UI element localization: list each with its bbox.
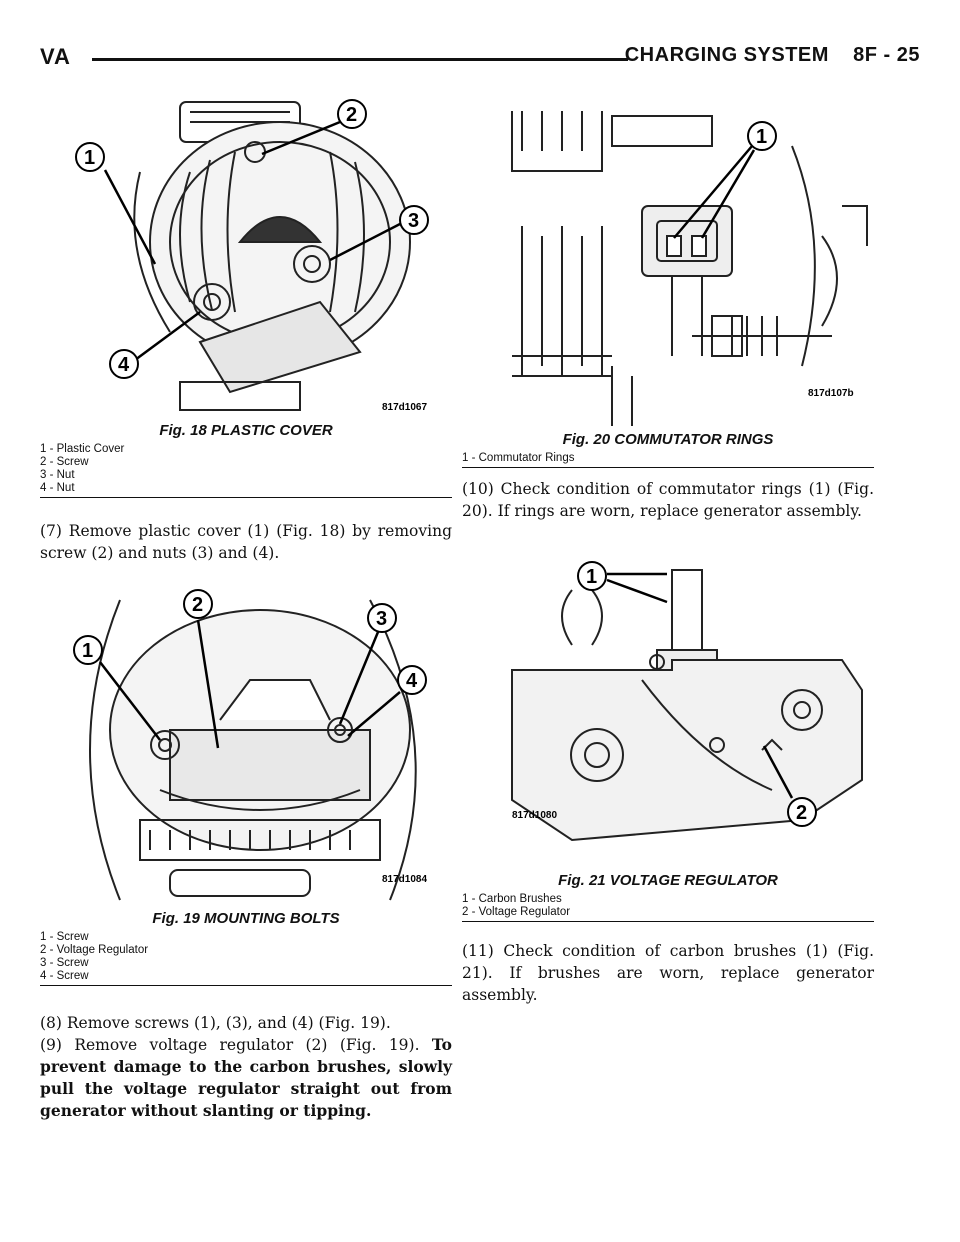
step-11-text: (11) Check condition of carbon brushes (1) (Fig. 21). If brushes are worn, replace generator assembly. <box>462 942 874 1004</box>
legend-item: 3 - Screw <box>40 957 89 969</box>
section-page-title: CHARGING SYSTEM 8F - 25 <box>624 44 920 66</box>
plastic-cover-illustration <box>40 92 452 422</box>
legend-item: 2 - Screw <box>40 456 89 468</box>
mounting-bolts-illustration <box>40 580 452 910</box>
figure-caption: Fig. 21 VOLTAGE REGULATOR <box>558 872 778 889</box>
legend-item: 4 - Screw <box>40 970 89 982</box>
callout-2: 2 <box>796 802 808 824</box>
page-header <box>40 44 920 74</box>
step-9-text <box>40 1034 452 1122</box>
figure-caption: Fig. 18 PLASTIC COVER <box>159 422 333 439</box>
legend-item: 2 - Voltage Regulator <box>462 906 571 918</box>
figure-code: 817d1084 <box>382 874 428 885</box>
callout-2: 2 <box>192 594 204 616</box>
figure-legend <box>462 893 874 922</box>
step-7-text: (7) Remove plastic cover (1) (Fig. 18) by removing screw (2) and nuts (3) and (4). <box>40 522 452 562</box>
vehicle-code: VA <box>40 44 71 69</box>
callout-1: 1 <box>84 147 96 169</box>
figure-code: 817d1080 <box>512 810 558 821</box>
legend-item: 1 - Screw <box>40 931 89 943</box>
step-8-text: (8) Remove screws (1), (3), and (4) (Fig. 19). <box>40 1014 391 1032</box>
figure-21 <box>462 550 874 922</box>
commutator-rings-illustration <box>462 106 874 431</box>
figure-caption: Fig. 19 MOUNTING BOLTS <box>152 910 340 927</box>
figure-18 <box>40 92 452 498</box>
legend-item: 4 - Nut <box>40 482 75 494</box>
callout-3: 3 <box>376 608 388 630</box>
figure-legend <box>40 931 452 986</box>
voltage-regulator-illustration <box>462 550 874 872</box>
figure-legend <box>462 452 874 468</box>
legend-item: 1 - Carbon Brushes <box>462 893 562 905</box>
legend-item: 1 - Commutator Rings <box>462 452 575 464</box>
callout-4: 4 <box>118 354 130 376</box>
figure-code: 817d1067 <box>382 402 428 413</box>
figure-caption: Fig. 20 COMMUTATOR RINGS <box>562 431 774 448</box>
figure-code: 817d107b <box>808 388 854 399</box>
callout-4: 4 <box>406 670 418 692</box>
figure-19 <box>40 580 452 986</box>
figure-20 <box>462 106 874 468</box>
callout-3: 3 <box>408 210 420 232</box>
step-9-caution: To prevent damage to the carbon brushes, slowly pull the voltage regulator straight out from generator without slanting or tipping. <box>40 1035 452 1120</box>
callout-2: 2 <box>346 104 358 126</box>
callout-1: 1 <box>586 566 598 588</box>
callout-1: 1 <box>82 640 94 662</box>
figure-legend <box>40 443 452 498</box>
header-rule <box>92 58 628 61</box>
callout-1: 1 <box>756 126 768 148</box>
legend-item: 2 - Voltage Regulator <box>40 944 149 956</box>
legend-item: 1 - Plastic Cover <box>40 443 125 455</box>
step-9-instruction: (9) Remove voltage regulator (2) (Fig. 19). <box>40 1036 432 1054</box>
legend-item: 3 - Nut <box>40 469 75 481</box>
step-10-text: (10) Check condition of commutator rings (1) (Fig. 20). If rings are worn, replace generator assembly. <box>462 480 874 520</box>
